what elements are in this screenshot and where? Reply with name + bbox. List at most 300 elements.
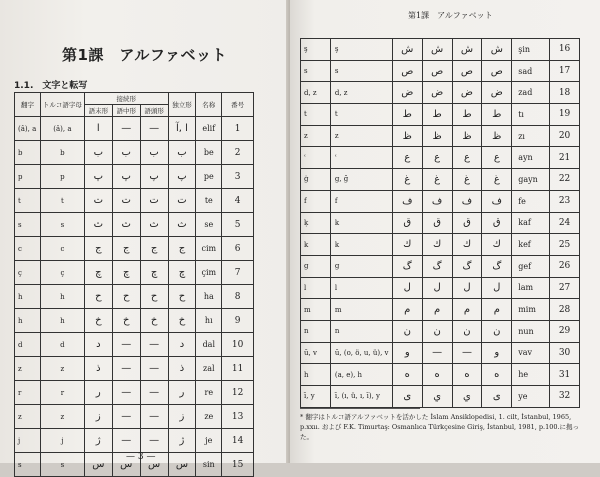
translit-cell: h (15, 309, 41, 333)
initial-form-cell: ن (452, 320, 482, 342)
translit-cell: ġ (301, 169, 331, 191)
letter-number-cell: 5 (222, 213, 254, 237)
isolated-form-cell: س (168, 453, 196, 477)
turkish-letter-cell: h (40, 309, 84, 333)
medial-form-cell: — (112, 381, 140, 405)
final-form-cell: ه (392, 364, 422, 386)
letter-name-cell: sin (196, 453, 222, 477)
letter-name-cell: zad (512, 82, 550, 104)
translit-cell: s (15, 213, 41, 237)
header-final: 語末形 (84, 105, 112, 117)
letter-number-cell: 22 (550, 169, 580, 191)
translit-cell: n (301, 320, 331, 342)
translit-cell: s (15, 453, 41, 477)
letter-number-cell: 15 (222, 453, 254, 477)
header-joined: 接続形 (84, 93, 168, 105)
turkish-letter-cell: s (330, 60, 392, 82)
letter-number-cell: 18 (550, 82, 580, 104)
letter-number-cell: 20 (550, 125, 580, 147)
table-row (301, 299, 580, 321)
medial-form-cell: — (112, 357, 140, 381)
translit-cell: b (15, 141, 41, 165)
table-row (301, 190, 580, 212)
final-form-cell: و (392, 342, 422, 364)
isolated-form-cell: ت (168, 189, 196, 213)
turkish-letter-cell: g (330, 255, 392, 277)
medial-form-cell: ل (422, 277, 452, 299)
translit-cell: ī, y (301, 386, 331, 408)
initial-form-cell: چ (140, 261, 168, 285)
footnote: * 翻字はトルコ語アルファベットを活かした İslam Ansiklopedisi, 1. cilt, İstanbul, 1965, p.xxıı. および F.K. Timurtaş: Osmanlıca Türkçesine Giriş, İstanbul, 1981, p.100.に拠った。 (300, 413, 580, 441)
medial-form-cell: ي (422, 386, 452, 408)
letter-name-cell: ayn (512, 147, 550, 169)
final-form-cell: م (392, 299, 422, 321)
letter-name-cell: gef (512, 255, 550, 277)
letter-name-cell: lam (512, 277, 550, 299)
turkish-letter-cell: f (330, 190, 392, 212)
turkish-letter-cell: (a, e), h (330, 364, 392, 386)
letter-number-cell: 10 (222, 333, 254, 357)
medial-form-cell: — (112, 405, 140, 429)
isolated-form-cell: خ (168, 309, 196, 333)
isolated-form-cell: ژ (168, 429, 196, 453)
medial-form-cell: خ (112, 309, 140, 333)
isolated-form-cell: چ (168, 261, 196, 285)
medial-form-cell: — (112, 333, 140, 357)
letter-name-cell: pe (196, 165, 222, 189)
initial-form-cell: ل (452, 277, 482, 299)
letter-name-cell: zı (512, 125, 550, 147)
turkish-letter-cell: k (330, 212, 392, 234)
final-form-cell: ژ (84, 429, 112, 453)
letter-number-cell: 30 (550, 342, 580, 364)
turkish-letter-cell: m (330, 299, 392, 321)
letter-name-cell: çim (196, 261, 222, 285)
isolated-form-cell: ا ,آ (168, 117, 196, 141)
letter-name-cell: be (196, 141, 222, 165)
letter-name-cell: şin (512, 39, 550, 61)
isolated-form-cell: ص (482, 60, 512, 82)
letter-name-cell: ze (196, 405, 222, 429)
final-form-cell: ف (392, 190, 422, 212)
medial-form-cell: ه (422, 364, 452, 386)
translit-cell: f (301, 190, 331, 212)
letter-name-cell: dal (196, 333, 222, 357)
initial-form-cell: م (452, 299, 482, 321)
turkish-letter-cell: s (40, 213, 84, 237)
table-row (301, 386, 580, 408)
final-form-cell: ع (392, 147, 422, 169)
translit-cell: ş (301, 39, 331, 61)
translit-cell: z (15, 357, 41, 381)
initial-form-cell: ه (452, 364, 482, 386)
table-row (301, 364, 580, 386)
table-row (301, 342, 580, 364)
turkish-letter-cell: t (330, 104, 392, 126)
final-form-cell: ن (392, 320, 422, 342)
medial-form-cell: ع (422, 147, 452, 169)
letter-name-cell: hı (196, 309, 222, 333)
turkish-letter-cell: ş (330, 39, 392, 61)
turkish-letter-cell: t (40, 189, 84, 213)
translit-cell: ū, v (301, 342, 331, 364)
letter-number-cell: 4 (222, 189, 254, 213)
initial-form-cell: ث (140, 213, 168, 237)
letter-name-cell: kef (512, 234, 550, 256)
turkish-letter-cell: ū, (o, ö, u, ü), v (330, 342, 392, 364)
chapter-title: 第1課 アルファベット (62, 46, 228, 64)
initial-form-cell: ع (452, 147, 482, 169)
letter-name-cell: se (196, 213, 222, 237)
left-page (0, 0, 290, 470)
turkish-letter-cell: j (40, 429, 84, 453)
table-row (15, 333, 254, 357)
initial-form-cell: ص (452, 60, 482, 82)
final-form-cell: ص (392, 60, 422, 82)
initial-form-cell: — (140, 429, 168, 453)
medial-form-cell: ف (422, 190, 452, 212)
initial-form-cell: ت (140, 189, 168, 213)
turkish-letter-cell: p (40, 165, 84, 189)
translit-cell: ḳ (301, 212, 331, 234)
initial-form-cell: س (140, 453, 168, 477)
isolated-form-cell: گ (482, 255, 512, 277)
table-row (301, 212, 580, 234)
letter-number-cell: 12 (222, 381, 254, 405)
table-row (301, 320, 580, 342)
letter-number-cell: 14 (222, 429, 254, 453)
isolated-form-cell: ق (482, 212, 512, 234)
isolated-form-cell: ج (168, 237, 196, 261)
medial-form-cell: — (112, 429, 140, 453)
alphabet-table-left (14, 92, 254, 477)
final-form-cell: ذ (84, 357, 112, 381)
initial-form-cell: ق (452, 212, 482, 234)
letter-number-cell: 21 (550, 147, 580, 169)
letter-number-cell: 28 (550, 299, 580, 321)
final-form-cell: غ (392, 169, 422, 191)
medial-form-cell: م (422, 299, 452, 321)
letter-name-cell: gayn (512, 169, 550, 191)
final-form-cell: پ (84, 165, 112, 189)
medial-form-cell: ب (112, 141, 140, 165)
initial-form-cell: گ (452, 255, 482, 277)
initial-form-cell: — (140, 333, 168, 357)
isolated-form-cell: ش (482, 39, 512, 61)
translit-cell: d (15, 333, 41, 357)
initial-form-cell: پ (140, 165, 168, 189)
letter-name-cell: he (512, 364, 550, 386)
letter-name-cell: je (196, 429, 222, 453)
page-number: — 3 — (126, 452, 156, 462)
table-row (301, 277, 580, 299)
letter-name-cell: ha (196, 285, 222, 309)
medial-form-cell: ض (422, 82, 452, 104)
letter-name-cell: elif (196, 117, 222, 141)
translit-cell: j (15, 429, 41, 453)
final-form-cell: ت (84, 189, 112, 213)
table-row (301, 147, 580, 169)
medial-form-cell: ط (422, 104, 452, 126)
running-head: 第1課 アルファベット (408, 11, 493, 20)
initial-form-cell: ض (452, 82, 482, 104)
letter-number-cell: 17 (550, 60, 580, 82)
letter-number-cell: 19 (550, 104, 580, 126)
final-form-cell: چ (84, 261, 112, 285)
translit-cell: k (301, 234, 331, 256)
letter-name-cell: sad (512, 60, 550, 82)
table-row (15, 405, 254, 429)
initial-form-cell: — (140, 117, 168, 141)
turkish-letter-cell: z (330, 125, 392, 147)
letter-number-cell: 13 (222, 405, 254, 429)
final-form-cell: ق (392, 212, 422, 234)
medial-form-cell: س (112, 453, 140, 477)
letter-name-cell: ye (512, 386, 550, 408)
turkish-letter-cell: ç (40, 261, 84, 285)
isolated-form-cell: پ (168, 165, 196, 189)
translit-cell: h (15, 285, 41, 309)
medial-form-cell: غ (422, 169, 452, 191)
medial-form-cell: — (112, 117, 140, 141)
medial-form-cell: ك (422, 234, 452, 256)
turkish-letter-cell: c (40, 237, 84, 261)
medial-form-cell: ث (112, 213, 140, 237)
final-form-cell: ض (392, 82, 422, 104)
medial-form-cell: — (422, 342, 452, 364)
turkish-letter-cell: r (40, 381, 84, 405)
turkish-letter-cell: l (330, 277, 392, 299)
initial-form-cell: — (140, 357, 168, 381)
final-form-cell: ح (84, 285, 112, 309)
medial-form-cell: ش (422, 39, 452, 61)
translit-cell: s (301, 60, 331, 82)
translit-cell: t (15, 189, 41, 213)
isolated-form-cell: ذ (168, 357, 196, 381)
medial-form-cell: چ (112, 261, 140, 285)
translit-cell: l (301, 277, 331, 299)
letter-number-cell: 16 (550, 39, 580, 61)
header-medial: 語中形 (112, 105, 140, 117)
final-form-cell: گ (392, 255, 422, 277)
final-form-cell: ب (84, 141, 112, 165)
table-row (301, 82, 580, 104)
isolated-form-cell: ك (482, 234, 512, 256)
initial-form-cell: غ (452, 169, 482, 191)
translit-cell: ʿ (301, 147, 331, 169)
isolated-form-cell: ن (482, 320, 512, 342)
turkish-letter-cell: z (40, 405, 84, 429)
final-form-cell: ظ (392, 125, 422, 147)
initial-form-cell: ك (452, 234, 482, 256)
isolated-form-cell: د (168, 333, 196, 357)
letter-number-cell: 1 (222, 117, 254, 141)
translit-cell: h (301, 364, 331, 386)
initial-form-cell: ب (140, 141, 168, 165)
medial-form-cell: ن (422, 320, 452, 342)
isolated-form-cell: ف (482, 190, 512, 212)
header-isolated: 独立形 (168, 93, 196, 117)
final-form-cell: ز (84, 405, 112, 429)
letter-number-cell: 11 (222, 357, 254, 381)
translit-cell: ç (15, 261, 41, 285)
final-form-cell: ط (392, 104, 422, 126)
header-number: 番号 (222, 93, 254, 117)
letter-number-cell: 2 (222, 141, 254, 165)
final-form-cell: ث (84, 213, 112, 237)
header-initial: 語頭形 (140, 105, 168, 117)
footnote-rule (300, 408, 420, 409)
section-title: 1.1. 文字と転写 (14, 81, 88, 91)
letter-number-cell: 7 (222, 261, 254, 285)
turkish-letter-cell: ʿ (330, 147, 392, 169)
letter-number-cell: 3 (222, 165, 254, 189)
isolated-form-cell: ر (168, 381, 196, 405)
header-turkish: トルコ語字母 (40, 93, 84, 117)
turkish-letter-cell: k (330, 234, 392, 256)
turkish-letter-cell: z (40, 357, 84, 381)
table-row (15, 381, 254, 405)
isolated-form-cell: ه (482, 364, 512, 386)
table-row (15, 285, 254, 309)
letter-name-cell: zal (196, 357, 222, 381)
letter-number-cell: 32 (550, 386, 580, 408)
isolated-form-cell: ظ (482, 125, 512, 147)
isolated-form-cell: غ (482, 169, 512, 191)
table-row (301, 39, 580, 61)
table-row (301, 169, 580, 191)
alphabet-table-right (300, 38, 580, 408)
turkish-letter-cell: b (40, 141, 84, 165)
translit-cell: r (15, 381, 41, 405)
initial-form-cell: ف (452, 190, 482, 212)
isolated-form-cell: ط (482, 104, 512, 126)
turkish-letter-cell: d (40, 333, 84, 357)
table-row (15, 117, 254, 141)
table-row (301, 234, 580, 256)
initial-form-cell: ج (140, 237, 168, 261)
turkish-letter-cell: n (330, 320, 392, 342)
isolated-form-cell: ث (168, 213, 196, 237)
final-form-cell: ى (392, 386, 422, 408)
final-form-cell: ش (392, 39, 422, 61)
right-page (290, 0, 600, 463)
isolated-form-cell: ح (168, 285, 196, 309)
table-row (15, 357, 254, 381)
translit-cell: (â), a (15, 117, 41, 141)
final-form-cell: ر (84, 381, 112, 405)
table-row (15, 141, 254, 165)
final-form-cell: خ (84, 309, 112, 333)
isolated-form-cell: ع (482, 147, 512, 169)
table-row (15, 213, 254, 237)
table-row (301, 255, 580, 277)
letter-name-cell: kaf (512, 212, 550, 234)
letter-number-cell: 24 (550, 212, 580, 234)
medial-form-cell: گ (422, 255, 452, 277)
initial-form-cell: خ (140, 309, 168, 333)
turkish-letter-cell: s (40, 453, 84, 477)
turkish-letter-cell: h (40, 285, 84, 309)
final-form-cell: س (84, 453, 112, 477)
table-row (15, 429, 254, 453)
translit-cell: d, z (301, 82, 331, 104)
medial-form-cell: ق (422, 212, 452, 234)
turkish-letter-cell: g, ğ (330, 169, 392, 191)
translit-cell: g (301, 255, 331, 277)
translit-cell: z (15, 405, 41, 429)
letter-name-cell: tı (512, 104, 550, 126)
letter-number-cell: 9 (222, 309, 254, 333)
medial-form-cell: ظ (422, 125, 452, 147)
letter-name-cell: nun (512, 320, 550, 342)
isolated-form-cell: ب (168, 141, 196, 165)
table-row (15, 165, 254, 189)
final-form-cell: ج (84, 237, 112, 261)
isolated-form-cell: ز (168, 405, 196, 429)
letter-number-cell: 31 (550, 364, 580, 386)
table-row (301, 60, 580, 82)
letter-number-cell: 23 (550, 190, 580, 212)
table-row (301, 104, 580, 126)
table-row (15, 309, 254, 333)
letter-name-cell: cim (196, 237, 222, 261)
letter-number-cell: 6 (222, 237, 254, 261)
turkish-letter-cell: (â), a (40, 117, 84, 141)
translit-cell: z (301, 125, 331, 147)
final-form-cell: ل (392, 277, 422, 299)
translit-cell: c (15, 237, 41, 261)
initial-form-cell: ظ (452, 125, 482, 147)
isolated-form-cell: ل (482, 277, 512, 299)
letter-name-cell: vav (512, 342, 550, 364)
isolated-form-cell: م (482, 299, 512, 321)
initial-form-cell: ش (452, 39, 482, 61)
letter-number-cell: 25 (550, 234, 580, 256)
letter-number-cell: 26 (550, 255, 580, 277)
header-name: 名称 (196, 93, 222, 117)
final-form-cell: ا (84, 117, 112, 141)
letter-number-cell: 8 (222, 285, 254, 309)
letter-name-cell: re (196, 381, 222, 405)
medial-form-cell: ت (112, 189, 140, 213)
isolated-form-cell: و (482, 342, 512, 364)
final-form-cell: ك (392, 234, 422, 256)
medial-form-cell: ص (422, 60, 452, 82)
table-row (301, 125, 580, 147)
initial-form-cell: — (452, 342, 482, 364)
header-translit: 翻字 (15, 93, 41, 117)
table-row (15, 237, 254, 261)
initial-form-cell: — (140, 381, 168, 405)
initial-form-cell: ي (452, 386, 482, 408)
medial-form-cell: پ (112, 165, 140, 189)
letter-name-cell: mim (512, 299, 550, 321)
initial-form-cell: ط (452, 104, 482, 126)
letter-number-cell: 29 (550, 320, 580, 342)
isolated-form-cell: ض (482, 82, 512, 104)
letter-number-cell: 27 (550, 277, 580, 299)
medial-form-cell: ج (112, 237, 140, 261)
letter-name-cell: te (196, 189, 222, 213)
initial-form-cell: ح (140, 285, 168, 309)
translit-cell: m (301, 299, 331, 321)
translit-cell: t (301, 104, 331, 126)
letter-name-cell: fe (512, 190, 550, 212)
final-form-cell: د (84, 333, 112, 357)
table-row (15, 261, 254, 285)
turkish-letter-cell: d, z (330, 82, 392, 104)
